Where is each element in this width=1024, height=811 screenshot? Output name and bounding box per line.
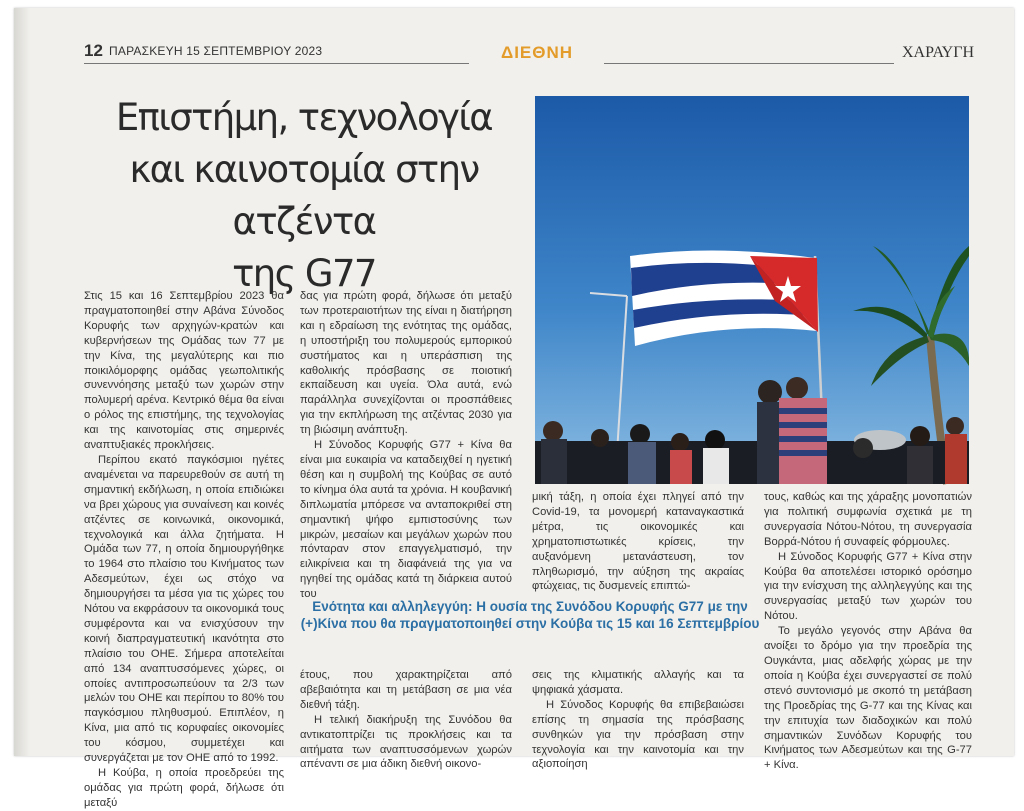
paragraph: Στις 15 και 16 Σεπτεμβρίου 2023 θα πραγματοποιηθεί στην Αβάνα Σύνοδος Κορυφής των αρχηγών-κρατών και κυβερνήσεων της Ομάδας των 77 με την Κίνα, της μεγαλύτερης και πιο ποικιλόμορφης ομάδας γεωπολιτικής συνεννόησης μεταξύ των χωρών στην πολυμερή αρένα. Κεντρικό θέμα θα είναι ο ρόλος της επιστήμης, της τεχνολογίας και της καινοτομίας στις σημερινές αναπτυξιακές προκλήσεις. xyxy=(84,290,284,452)
newspaper-page xyxy=(14,8,1014,809)
page-number: 12 xyxy=(84,41,103,60)
section-title: ΔΙΕΘΝΗ xyxy=(500,43,574,62)
paragraph: δας για πρώτη φορά, δήλωσε ότι μεταξύ των προτεραιοτήτων της είναι η διατήρηση και η εδραίωση της ενότητας της ομάδας, η υποστήριξη του πολυμερούς εμπορικού συστήματος και η υπεράσπιση της καθολικής πρόσβασης σε ποιοτική εκπαίδευση και υγεία. Όλα αυτά, ενώ παράλληλα συνεχίζονται οι προσπάθειες για την εκπλήρωση της ατζέντας 2030 για τη βιώσιμη ανάπτυξη. xyxy=(300,290,512,437)
page-fold-shadow xyxy=(14,8,30,756)
article-column-3-top xyxy=(532,490,744,592)
paragraph: Η Κούβα, η οποία προεδρεύει της ομάδας για πρώτη φορά, δήλωσε ότι μεταξύ xyxy=(84,767,284,809)
paragraph: Το μεγάλο γεγονός στην Αβάνα θα ανοίξει το δρόμο για την προεδρία της Ουγκάντα, μιας αδελφής χώρας με την οποία η Κούβα έχει συνεργαστεί σε πολύ στενό συντονισμό με σκοπό τη μετάβαση της Προεδρίας της G-77 και της Κίνας και την επιτυχία των διαδοχικών και πολύ σημαντικών Συνόδων Κορυφής του Κινήματος των Αδεσμεύτων και της G-77 + Κίνα. xyxy=(764,625,972,772)
paragraph: Η Σύνοδος Κορυφής G77 + Κίνα στην Κούβα θα αποτελέσει ιστορικό ορόσημο για την ενίσχυση της αλληλεγγύης και της συνεργασίας μεταξύ των χωρών του Νότου. xyxy=(764,550,972,623)
article-column-1 xyxy=(84,289,284,809)
paragraph: τους, καθώς και της χάραξης μονοπατιών για πολιτική συμφωνία σχετικά με τη συνεργασία Νότου-Νότου, τη συνεργασία Βορρά-Νότου ή συναφείς φόρμουλες. xyxy=(764,491,972,548)
header-rule-right xyxy=(604,63,894,64)
paragraph: Η τελική διακήρυξη της Συνόδου θα αντικατοπτρίζει τις προκλήσεις και τα αιτήματα των αναπτυσσόμενων χωρών απέναντι σε μια άδικη διεθνή οικονο- xyxy=(300,713,512,771)
headline-line-3: της G77 xyxy=(232,252,376,295)
article-column-3-bottom xyxy=(532,668,744,771)
newspaper-brand: ΧΑΡΑΥΓΗ xyxy=(901,44,974,61)
headline-line-2: και καινοτομία στην ατζέντα xyxy=(129,148,479,243)
paragraph: έτους, που χαρακτηρίζεται από αβεβαιότητα και τη μετάβαση σε μια νέα διεθνή τάξη. xyxy=(300,669,512,711)
issue-date: ΠΑΡΑΣΚΕΥΗ 15 ΣΕΠΤΕΜΒΡΙΟΥ 2023 xyxy=(109,44,323,58)
paragraph: Η Σύνοδος Κορυφής G77 + Κίνα θα είναι μια ευκαιρία να καταδειχθεί η ηγετική θέση και η συμβολή της Κούβας σε αυτό το κίνημα όλα αυτά τα χρόνια. Η κουβανική διπλωματία μπόρεσε να ανταποκριθεί στη σημαντική ψήφο εμπιστοσύνης των μικρών, μεσαίων και μεγάλων χωρών που πόνταραν στον επαγγελματισμό, την ειλικρίνεια και τη διαφάνειά της για να ηγηθεί της ομάδας κατά τη διάρκεια αυτού του xyxy=(300,439,512,601)
cuba-flag-crowd-image xyxy=(535,96,969,484)
paragraph: μική τάξη, η οποία έχει πληγεί από την Covid-19, τα μονομερή καταναγκαστικά μέτρα, τις οικονομικές και χρηματοπιστωτικές κρίσεις, την αυξανόμενη μετανάστευση, τον πληθωρισμό, την αύξηση της ακραίας φτώχειας, τις δυσμενείς επιπτώ- xyxy=(532,491,744,593)
article-photo xyxy=(535,96,969,484)
article-subheading: Ενότητα και αλληλεγγύη: Η ουσία της Συνόδου Κορυφής G77 με την (+)Κίνα που θα πραγματοποιηθεί στην Κούβα τις 15 και 16 Σεπτεμβρίου xyxy=(300,599,760,631)
header-rule-left xyxy=(84,63,469,64)
article-headline xyxy=(84,92,524,300)
headline-line-1: Επιστήμη, τεχνολογία xyxy=(115,96,493,139)
article-column-4 xyxy=(764,490,972,772)
article-column-2-top xyxy=(300,289,512,601)
paragraph: Περίπου εκατό παγκόσμιοι ηγέτες αναμένεται να παρευρεθούν σε αυτή τη σημαντική εκδήλωση, η οποία επιδιώκει να βρει χώρους για συναίνεση και κοινές ατζέντες σε κοινωνικά, οικονομικά, τεχνολογικά και άλλα ζητήματα. Η Ομάδα των 77, η οποία δημιουργήθηκε το 1964 στο πλαίσιο του Κινήματος των Αδεσμεύτων, έχει ως στόχο να δημιουργήσει τα μέσα για τις χώρες του Νότου να εκφράσουν τα οικονομικά τους συμφέροντα και να ενισχύσουν την κοινή διαπραγματευτική ικανότητα στο πλαίσιο του ΟΗΕ. Σήμερα αποτελείται από 134 αναπτυσσόμενες χώρες, οι οποίες αντιπροσωπεύουν τα 2/3 των μελών του ΟΗΕ και περίπου το 80% του παγκόσμιου πληθυσμού. Επιπλέον, η Κίνα, μια από τις κορυφαίες οικονομίες του κόσμου, συμμετέχει και συνεργάζεται με τον ΟΗΕ από το 1992. xyxy=(84,453,284,765)
article-column-2-bottom xyxy=(300,668,512,771)
paragraph: σεις της κλιματικής αλλαγής και τα ψηφιακά χάσματα. xyxy=(532,669,744,696)
page-masthead xyxy=(14,8,1014,68)
paragraph: Η Σύνοδος Κορυφής θα επιβεβαιώσει επίσης τη σημασία της πρόσβασης συνθηκών για την πρόσβαση στην τεχνολογία και την καινοτομία και την αξιοποίηση xyxy=(532,698,744,771)
